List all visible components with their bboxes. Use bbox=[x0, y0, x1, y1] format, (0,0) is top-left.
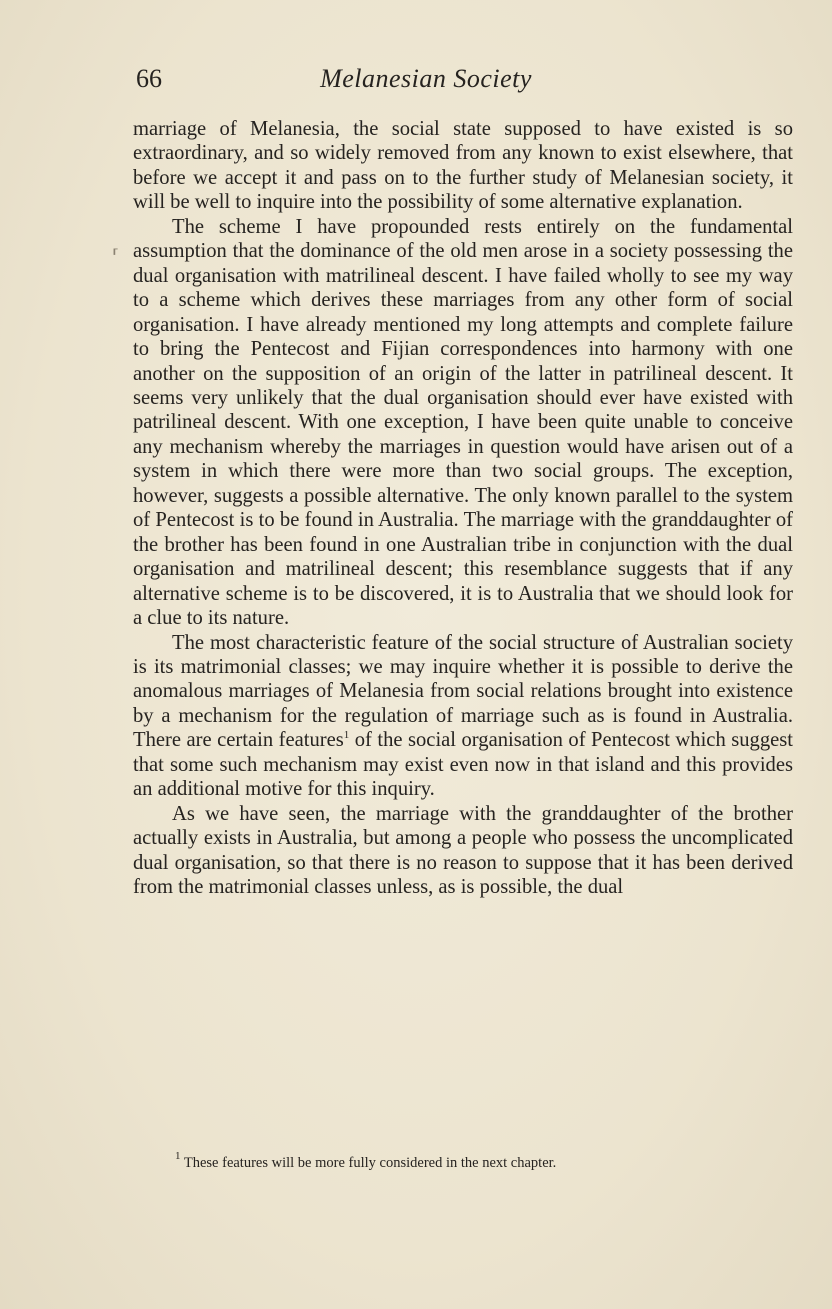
running-title: Melanesian Society bbox=[320, 64, 532, 93]
footnote-reference: 1 bbox=[343, 729, 350, 742]
paragraph-3-text-before: The most characteristic feature of the social structure of Australian society is its matrimonial classes; we may inquire whether it is possible to derive the anomalous marriages of Melanesia from social relations brought into existence by a mechanism for the regulation of marriage such as is found in Australia. There are certain features bbox=[133, 631, 793, 752]
body-text bbox=[133, 117, 793, 900]
paragraph-3-text-after: of the social organisation of Pentecost which suggest that some such mechanism may exist even now in that island and this provides an additional motive for this inquiry. bbox=[133, 729, 793, 801]
paragraph-4: As we have seen, the marriage with the granddaughter of the brother actually exists in Australia, but among a people who possess the uncomplicated dual organisation, so that there is no reason to suppose that it has been derived from the matrimonial classes unless, as is possible, the dual bbox=[133, 802, 793, 899]
page-header bbox=[136, 64, 696, 104]
footnote bbox=[175, 1150, 775, 1172]
footnote-marker: 1 bbox=[175, 1150, 181, 1162]
paragraph-2: The scheme I have propounded rests entirely on the fundamental assumption that the dominance of the old men arose in a society possessing the dual organisation with matrilineal descent. I have failed wholly to see my way to a scheme which derives these marriages from any other form of social organisation. I have already mentioned my long attempts and complete failure to bring the Pentecost and Fijian correspondences into harmony with one another on the supposition of an origin of the latter in patrilineal descent. It seems very unlikely that the dual organisation should ever have existed with patrilineal descent. With one exception, I have been quite unable to conceive any mechanism whereby the marriages in question would have arisen out of a system in which there were more than two social groups. The exception, however, suggests a possible alternative. The only known parallel to the system of Pentecost is to be found in Australia. The marriage with the granddaughter of the brother has been found in one Australian tribe in conjunction with the dual organisation and matrilineal descent; this resemblance suggests that if any alternative scheme is to be discovered, it is to Australia that we should look for a clue to its nature. bbox=[133, 215, 793, 630]
footnote-text: These features will be more fully considered in the next chapter. bbox=[180, 1155, 557, 1171]
page-number: 66 bbox=[136, 64, 162, 93]
paragraph-1: marriage of Melanesia, the social state supposed to have existed is so extraordinary, and so widely removed from any known to exist elsewhere, that before we accept it and pass on to the further study of Melanesian society, it will be well to inquire into the possibility of some alternative explanation. bbox=[133, 118, 793, 214]
margin-pencil-mark: ⸢ bbox=[112, 246, 120, 266]
paragraph-3 bbox=[133, 631, 793, 802]
